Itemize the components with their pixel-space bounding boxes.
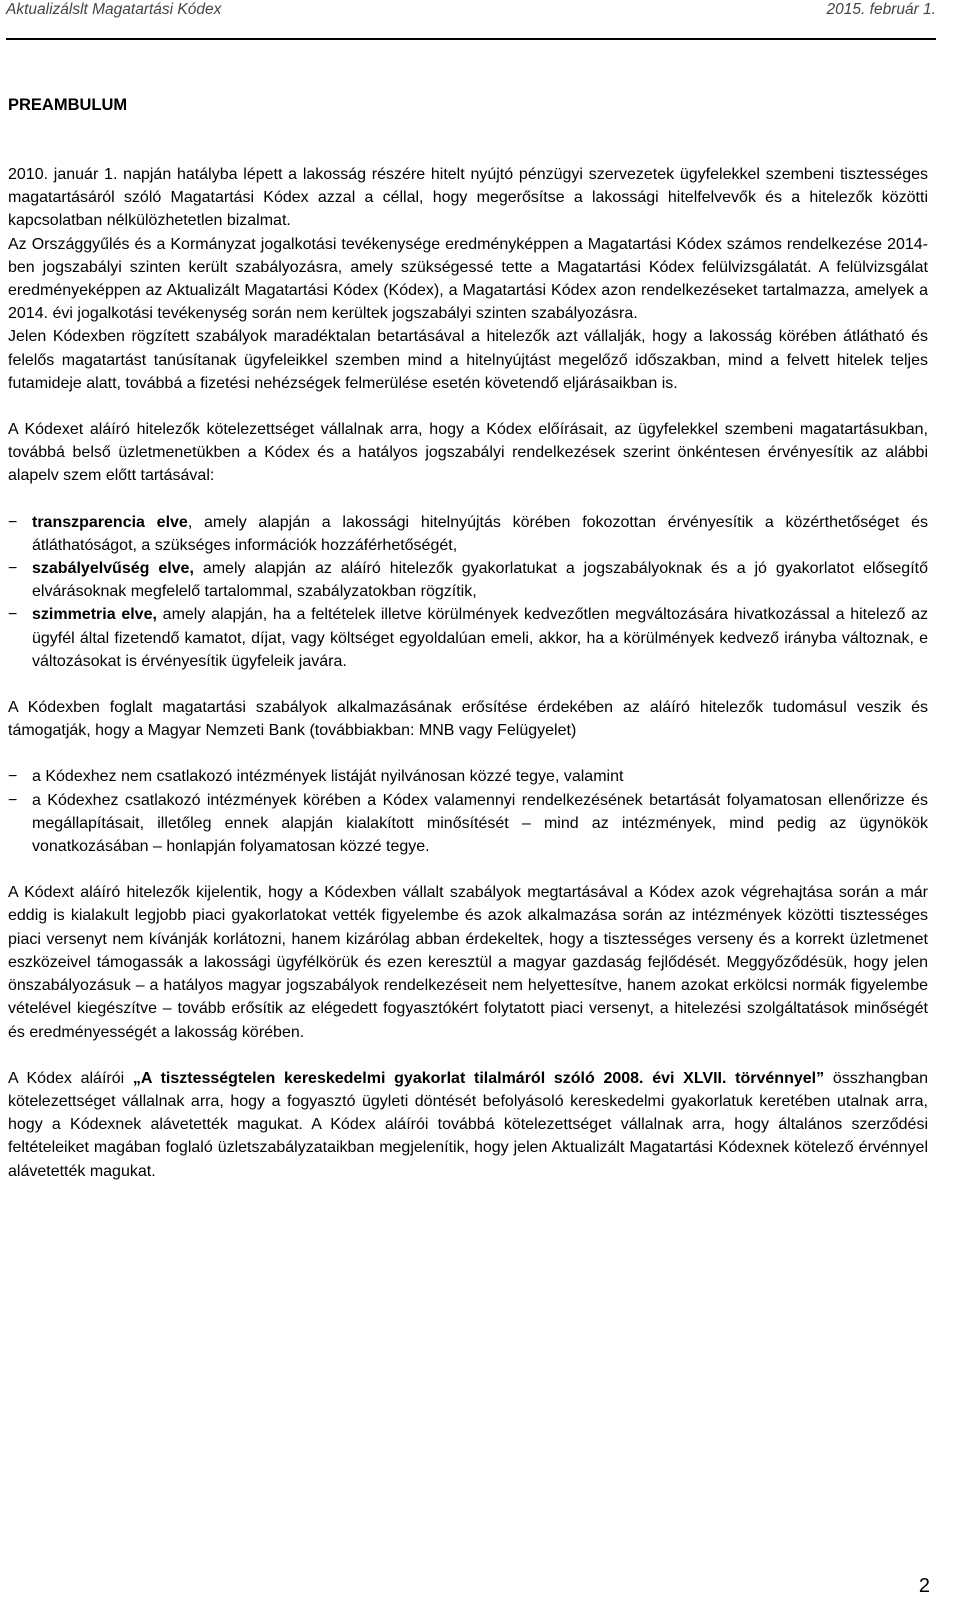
paragraph-text: összhangban kötelezettséget vállalnak arra, hogy a fogyasztó ügyleti döntését befolyásoló kereskedelmi gyakorlatuk keretében utalnak arra, hogy a Kódexnek alávetették magukat. A Kódex aláírói továbbá kötelezettséget vállalnak arra, hogy általános szerződési feltételeiket magában foglaló üzletszabályzataikban megjelenítik, hogy jelen Aktualizált Magatartási Kódexnek kötelező érvénnyel alávetették magukat.: [8, 1069, 929, 1180]
principle-term: transzparencia elve: [32, 513, 188, 531]
header-date: 2015. február 1.: [826, 1, 936, 18]
paragraph-intro: 2010. január 1. napján hatályba lépett a lakosság részére hitelt nyújtó pénzügyi szervezetek ügyfelekkel szembeni tisztességes magatartásáról szóló Magatartási Kódex azzal a céllal, hogy megerősítse a lakossági hitelfelvevők és a hitelezők közötti kapcsolatban nélkülözhetetlen bizalmat.: [8, 166, 928, 230]
list-item: [8, 765, 928, 788]
paragraph-fair-competition: A Kódext aláíró hitelezők kijelentik, hogy a Kódexben vállalt szabályok megtartásával a Kódex azok végrehajtása során a már eddig is kialakult legjobb piaci gyakorlatokat vették figyelembe és azok alkalmazása során az intézmények közötti tisztességes piaci versenyt nem kívánják korlátozni, hanem kizárólag abban érdekeltek, hogy a tisztességes verseny és a korrekt üzletmenet eszközeivel támogassák a lakossági ügyfélkörük és ezen keresztül a magyar gazdaság fejlődését. Meggyőződésük, hogy jelen önszabályozásuk – a hatályos magyar jogszabályok rendelkezéseit nem helyettesítve, hanem azokat erkölcsi normák figyelembe vételével kiegészítve – tovább erősítik az elégedett fogyasztókért folytatott piaci versenyt, a hitelezési szolgáltatások minőségét és eredményességét a lakosság körében.: [8, 884, 928, 1041]
list-item: [8, 557, 928, 603]
principle-text: , amely alapján a lakossági hitelnyújtás körében fokozottan érvényesítik a közérthetőséget és átláthatóságot, a szükséges információk hozzáférhetőségét,: [32, 513, 929, 554]
paragraph-commitment: Jelen Kódexben rögzített szabályok maradéktalan betartásával a hitelezők azt vállalják, hogy a lakosság körében átlátható és felelős magatartást tanúsítanak ügyfeleikkel szemben mind a hitelnyújtást megelőző időszakban, mind a felvett hitelek teljes futamideje alatt, továbbá a fizetési nehézségek felmerülése esetén követendő eljárásaikban is.: [8, 328, 928, 392]
header-document-title: Aktualizálslt Magatartási Kódex: [6, 1, 222, 18]
principles-list: [8, 511, 928, 673]
principle-term: szimmetria elve,: [32, 606, 157, 624]
page-number: 2: [918, 1575, 930, 1597]
dash-bullet: −: [8, 768, 18, 786]
law-reference: „A tisztességtelen kereskedelmi gyakorlat tilalmáról szóló 2008. évi XLVII. törvénnyel”: [132, 1069, 825, 1087]
paragraph-signatories: A Kódexet aláíró hitelezők kötelezettséget vállalnak arra, hogy a Kódex előírásait, az ügyfelekkel szembeni magatartásukban, továbbá belső üzletmenetükben a Kódex és a hatályos jogszabályi rendelkezések szerint önkéntesen érvényesítik az alábbi alapelv szem előtt tartásával:: [8, 421, 928, 485]
list-item-text: a Kódexhez csatlakozó intézmények körében a Kódex valamennyi rendelkezésének betartását folyamatosan ellenőrizze és megállapításait, illetőleg ennek alapján kialakított minősítését – mind az intézmények, mind pedig az ügynökök vonatkozásában – honlapján folyamatosan közzé tegye.: [32, 791, 928, 856]
paragraph-legislation: Az Országgyűlés és a Kormányzat jogalkotási tevékenysége eredményképpen a Magatartási Kódex számos rendelkezése 2014-ben jogszabályi szinten került szabályozásra, amely szükségessé tette a Magatartási Kódex felülvizsgálatát. A felülvizsgálat eredményeképpen az Aktualizált Magatartási Kódex (Kódex), a Magatartási Kódex azon rendelkezéseket tartalmazza, amelyek a 2014. évi jogalkotási tevékenység során nem kerültek jogszabályi szinten szabályozásra.: [8, 235, 928, 323]
paragraph-mnb: A Kódexben foglalt magatartási szabályok alkalmazásának erősítése érdekében az aláíró hitelezők tudomásul veszik és támogatják, hogy a Magyar Nemzeti Bank (továbbiakban: MNB vagy Felügyelet): [8, 699, 928, 740]
dash-bullet: −: [8, 791, 18, 809]
paragraph-unfair-practices: [8, 1067, 928, 1183]
mnb-list: [8, 765, 928, 858]
section-title: PREAMBULUM: [8, 96, 128, 114]
page-header: [6, 0, 936, 40]
dash-bullet: −: [8, 560, 18, 578]
principle-text: amely alapján az aláíró hitelezők gyakorlatukat a jogszabályoknak és a jó gyakorlatot elősegítő elvárásoknak megfelelő tartalommal, szabályzatokban rögzítik,: [32, 560, 928, 601]
list-item: [8, 511, 928, 557]
list-item: [8, 789, 928, 859]
document-body: [8, 92, 928, 1183]
paragraph-text: A Kódex aláírói: [8, 1069, 133, 1087]
principle-term: szabályelvűség elve,: [32, 560, 194, 578]
principle-text: amely alapján, ha a feltételek illetve körülmények kedvezőtlen megváltozására hivatkozással a hitelező az ügyfél által fizetendő kamatot, díjat, vagy költséget egyoldalúan emeli, akkor, ha a körülmények kedvező irányba változnak, e változásokat is érvényesítik ügyfeleik javára.: [32, 606, 929, 670]
list-item-text: a Kódexhez nem csatlakozó intézmények listáját nyilvánosan közzé tegye, valamint: [32, 768, 624, 786]
dash-bullet: −: [8, 513, 18, 531]
dash-bullet: −: [8, 606, 18, 624]
list-item: [8, 603, 928, 673]
